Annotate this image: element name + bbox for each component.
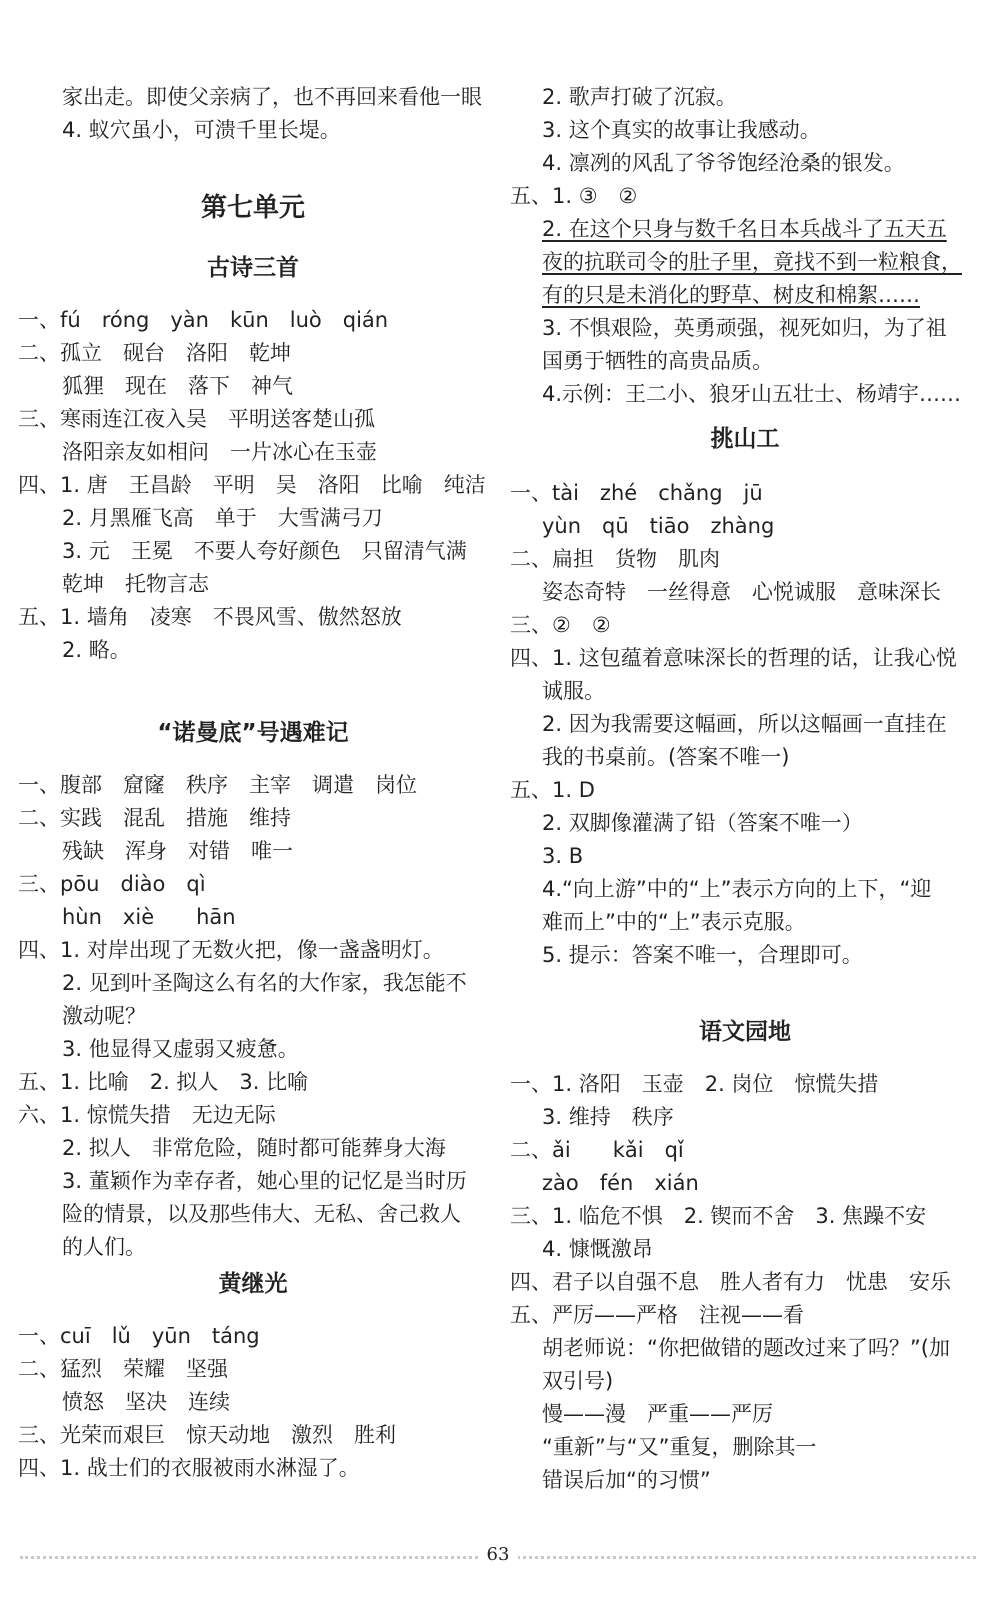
answer-line: 二、扁担 货物 肌肉: [510, 547, 720, 571]
answer-line: 4.“向上游”中的“上”表示方向的上下，“迎: [542, 877, 932, 901]
answer-line: 残缺 浑身 对错 唯一: [62, 839, 293, 863]
answer-line: 一、fú róng yàn kūn luò qián: [18, 308, 389, 332]
answer-line: 2. 月黑雁飞高 单于 大雪满弓刀: [62, 506, 383, 530]
answer-line: 二、实践 混乱 措施 维持: [18, 806, 291, 830]
answer-line: “重新”与“又”重复，删除其一: [542, 1435, 817, 1459]
answer-line: 三、光荣而艰巨 惊天动地 激烈 胜利: [18, 1423, 396, 1447]
answer-line: 的人们。: [62, 1235, 146, 1259]
answer-line: 2. 拟人 非常危险，随时都可能葬身大海: [62, 1136, 446, 1160]
answer-line: 五、1. ③ ②: [510, 184, 638, 208]
answer-line: 一、1. 洛阳 玉壶 2. 岗位 惊慌失措: [510, 1072, 879, 1096]
section-title: 挑山工: [710, 426, 780, 452]
answer-line: 4. 蚁穴虽小，可溃千里长堤。: [62, 118, 341, 142]
answer-line: 4. 凛冽的风乱了爷爷饱经沧桑的银发。: [542, 151, 905, 175]
answer-line: 双引号): [542, 1369, 614, 1393]
section-title: 古诗三首: [207, 255, 299, 281]
answer-line: 4.示例：王二小、狼牙山五壮士、杨靖宇……: [542, 382, 962, 406]
answer-line: 慢——漫 严重——严厉: [542, 1402, 773, 1426]
answer-line: 四、1. 唐 王昌龄 平明 吴 洛阳 比喻 纯洁: [18, 473, 486, 497]
answer-line: 二、猛烈 荣耀 坚强: [18, 1357, 228, 1381]
section-title: 黄继光: [218, 1271, 288, 1297]
answer-line: 愤怒 坚决 连续: [62, 1390, 230, 1414]
answer-line: 四、1. 这包蕴着意味深长的哲理的话，让我心悦: [510, 646, 957, 670]
answer-line: 3. 这个真实的故事让我感动。: [542, 118, 821, 142]
answer-line: 3. 不惧艰险，英勇顽强，视死如归，为了祖: [542, 316, 947, 340]
answer-line: 姿态奇特 一丝得意 心悦诚服 意味深长: [542, 580, 941, 604]
answer-line: 一、腹部 窟窿 秩序 主宰 调遣 岗位: [18, 773, 417, 797]
answer-line: 胡老师说：“你把做错的题改过来了吗？”(加: [542, 1336, 950, 1360]
answer-line: 一、cuī lǔ yūn táng: [18, 1324, 260, 1348]
answer-line: 三、② ②: [510, 613, 611, 637]
section-title: “诺曼底”号遇难记: [157, 720, 349, 746]
answer-line: 5. 提示：答案不唯一，合理即可。: [542, 943, 863, 967]
answer-line: 2. 双脚像灌满了铅（答案不唯一）: [542, 811, 863, 835]
answer-line: 三、1. 临危不惧 2. 锲而不舍 3. 焦躁不安: [510, 1204, 927, 1228]
answer-line: 四、君子以自强不息 胜人者有力 忧患 安乐: [510, 1270, 951, 1294]
answer-line: yùn qū tiāo zhàng: [542, 514, 775, 538]
answer-line: 4. 慷慨激昂: [542, 1237, 653, 1261]
answer-line: 四、1. 战士们的衣服被雨水淋湿了。: [18, 1456, 360, 1480]
answer-line: 国勇于牺牲的高贵品质。: [542, 349, 773, 373]
answer-line: 二、ǎi kǎi qǐ: [510, 1138, 684, 1162]
answer-line: 五、1. 墙角 凌寒 不畏风雪、傲然怒放: [18, 605, 402, 629]
answer-line: 激动呢？: [62, 1004, 146, 1028]
answer-line: 三、pōu diào qì: [18, 872, 206, 896]
answer-line: 我的书桌前。(答案不唯一): [542, 745, 790, 769]
answer-line: 夜的抗联司令的肚子里，竟找不到一粒粮食，: [542, 250, 962, 274]
answer-line: 2. 见到叶圣陶这么有名的大作家，我怎能不: [62, 971, 467, 995]
answer-line: 五、1. 比喻 2. 拟人 3. 比喻: [18, 1070, 309, 1094]
answer-line: 险的情景，以及那些伟大、无私、舍己救人: [62, 1202, 461, 1226]
answer-line: 三、寒雨连江夜入吴 平明送客楚山孤: [18, 407, 375, 431]
answer-line: 四、1. 对岸出现了无数火把，像一盏盏明灯。: [18, 938, 444, 962]
answer-line: 2. 歌声打破了沉寂。: [542, 85, 737, 109]
answer-line: 诚服。: [542, 679, 605, 703]
answer-line: 错误后加“的习惯”: [542, 1468, 711, 1492]
answer-line: 2. 在这个只身与数千名日本兵战斗了五天五: [542, 217, 947, 241]
answer-line: 五、严厉——严格 注视——看: [510, 1303, 804, 1327]
answer-line: 3. B: [542, 844, 584, 868]
answer-line: hùn xiè hān: [62, 905, 236, 929]
answer-line: 3. 维持 秩序: [542, 1105, 674, 1129]
section-title: 语文园地: [699, 1019, 791, 1045]
answer-line: 有的只是未消化的野草、树皮和棉絮……: [542, 283, 920, 307]
answer-line: 家出走。即使父亲病了，也不再回来看他一眼: [62, 85, 482, 109]
answer-line: 六、1. 惊慌失措 无边无际: [18, 1103, 276, 1127]
unit-title: 第七单元: [200, 193, 305, 223]
page-number: 63: [478, 1538, 518, 1572]
answer-line: 2. 略。: [62, 638, 131, 662]
answer-line: 2. 因为我需要这幅画，所以这幅画一直挂在: [542, 712, 947, 736]
answer-line: 洛阳亲友如相问 一片冰心在玉壶: [62, 440, 377, 464]
answer-line: 狐狸 现在 落下 神气: [62, 374, 293, 398]
answer-line: 一、tài zhé chǎng jū: [510, 481, 763, 505]
answer-line: 3. 董颖作为幸存者，她心里的记忆是当时历: [62, 1169, 467, 1193]
answer-line: 五、1. D: [510, 778, 595, 802]
answer-line: 二、孤立 砚台 洛阳 乾坤: [18, 341, 291, 365]
answer-line: zào fén xián: [542, 1171, 699, 1195]
answer-line: 难而上”中的“上”表示克服。: [542, 910, 806, 934]
answer-line: 3. 元 王冕 不要人夸好颜色 只留清气满: [62, 539, 467, 563]
answer-line: 3. 他显得又虚弱又疲惫。: [62, 1037, 299, 1061]
answer-line: 乾坤 托物言志: [62, 572, 209, 596]
